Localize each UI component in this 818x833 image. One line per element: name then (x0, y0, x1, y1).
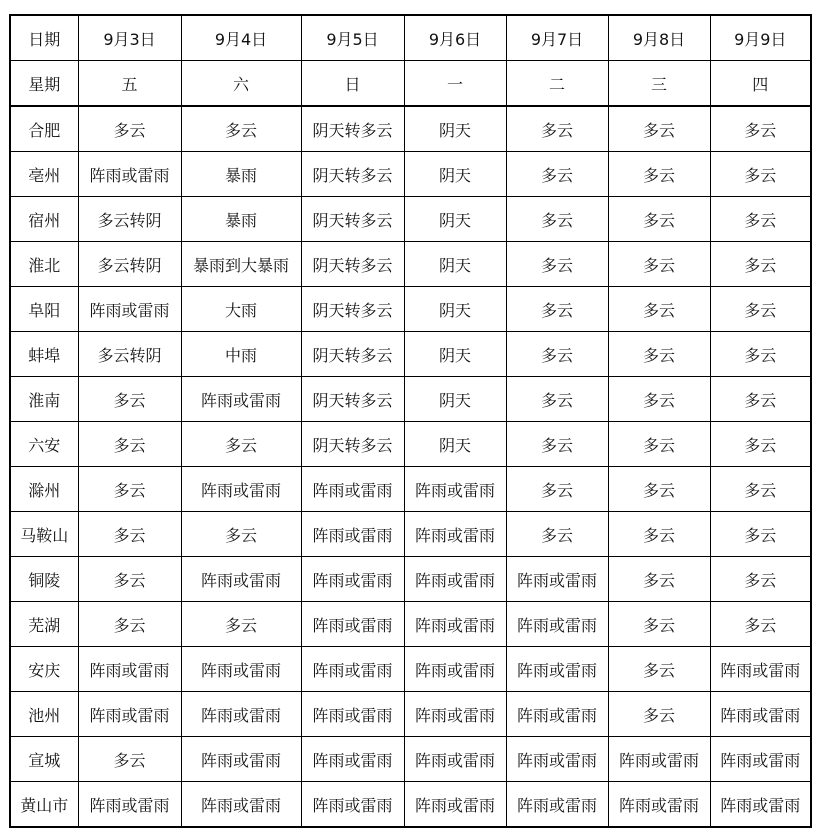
forecast-cell: 多云 (78, 422, 181, 467)
forecast-cell: 阵雨或雷雨 (78, 692, 181, 737)
city-name-cell: 宣城 (10, 737, 78, 782)
forecast-cell: 阵雨或雷雨 (181, 692, 301, 737)
date-cell: 9月4日 (181, 15, 301, 61)
forecast-cell: 阵雨或雷雨 (301, 512, 404, 557)
forecast-cell: 多云 (710, 422, 811, 467)
forecast-cell: 多云 (78, 377, 181, 422)
forecast-cell: 多云 (608, 287, 710, 332)
forecast-cell: 阵雨或雷雨 (608, 737, 710, 782)
forecast-cell: 阴天转多云 (301, 422, 404, 467)
forecast-cell: 阵雨或雷雨 (710, 692, 811, 737)
forecast-cell: 多云 (181, 106, 301, 152)
forecast-cell: 多云 (78, 106, 181, 152)
forecast-cell: 多云 (710, 467, 811, 512)
forecast-cell: 阵雨或雷雨 (78, 647, 181, 692)
forecast-cell: 阵雨或雷雨 (301, 737, 404, 782)
city-name-cell: 马鞍山 (10, 512, 78, 557)
forecast-cell: 暴雨 (181, 197, 301, 242)
forecast-cell: 阴天转多云 (301, 242, 404, 287)
forecast-cell: 多云 (506, 332, 608, 377)
forecast-cell: 阴天 (404, 106, 506, 152)
forecast-cell: 多云 (506, 197, 608, 242)
city-name-cell: 六安 (10, 422, 78, 467)
weekday-cell: 四 (710, 61, 811, 107)
header-weekday-row (10, 61, 811, 107)
forecast-cell: 阴天转多云 (301, 332, 404, 377)
table-row (10, 512, 811, 557)
city-name-cell: 滁州 (10, 467, 78, 512)
forecast-cell: 多云 (608, 422, 710, 467)
forecast-cell: 多云 (608, 377, 710, 422)
weekday-cell: 日 (301, 61, 404, 107)
city-name-cell: 亳州 (10, 152, 78, 197)
table-row (10, 377, 811, 422)
forecast-cell: 多云 (78, 467, 181, 512)
forecast-cell: 多云 (710, 287, 811, 332)
forecast-cell: 阵雨或雷雨 (78, 152, 181, 197)
forecast-cell: 阵雨或雷雨 (301, 467, 404, 512)
forecast-cell: 多云 (78, 737, 181, 782)
city-name-cell: 铜陵 (10, 557, 78, 602)
weekday-cell: 三 (608, 61, 710, 107)
forecast-cell: 多云 (78, 557, 181, 602)
forecast-cell: 多云 (710, 602, 811, 647)
forecast-cell: 多云 (506, 377, 608, 422)
forecast-cell: 阵雨或雷雨 (710, 782, 811, 828)
forecast-cell: 多云 (506, 422, 608, 467)
forecast-cell: 阴天 (404, 287, 506, 332)
table-row (10, 692, 811, 737)
forecast-cell: 阵雨或雷雨 (506, 692, 608, 737)
forecast-cell: 多云 (506, 287, 608, 332)
forecast-cell: 阵雨或雷雨 (404, 467, 506, 512)
date-cell: 9月8日 (608, 15, 710, 61)
forecast-cell: 阵雨或雷雨 (181, 557, 301, 602)
forecast-cell: 多云 (608, 197, 710, 242)
forecast-cell: 多云 (710, 557, 811, 602)
forecast-cell: 多云 (710, 197, 811, 242)
forecast-cell: 中雨 (181, 332, 301, 377)
forecast-cell: 阵雨或雷雨 (404, 737, 506, 782)
date-cell: 9月7日 (506, 15, 608, 61)
table-row (10, 197, 811, 242)
forecast-cell: 阵雨或雷雨 (608, 782, 710, 828)
table-row (10, 242, 811, 287)
forecast-cell: 阵雨或雷雨 (301, 602, 404, 647)
forecast-cell: 阴天转多云 (301, 152, 404, 197)
forecast-cell: 多云转阴 (78, 197, 181, 242)
forecast-cell: 阵雨或雷雨 (78, 782, 181, 828)
forecast-cell: 多云 (506, 467, 608, 512)
forecast-cell: 多云 (608, 602, 710, 647)
date-cell: 9月6日 (404, 15, 506, 61)
forecast-cell: 多云 (78, 602, 181, 647)
table-row (10, 422, 811, 467)
forecast-cell: 多云 (608, 512, 710, 557)
date-label-cell: 日期 (10, 15, 78, 61)
forecast-cell: 阵雨或雷雨 (506, 557, 608, 602)
header-date-row (10, 15, 811, 61)
forecast-cell: 阵雨或雷雨 (506, 737, 608, 782)
forecast-cell: 阵雨或雷雨 (506, 782, 608, 828)
table-row (10, 332, 811, 377)
forecast-cell: 多云 (608, 332, 710, 377)
forecast-cell: 阴天转多云 (301, 106, 404, 152)
forecast-cell: 多云 (710, 512, 811, 557)
city-name-cell: 黄山市 (10, 782, 78, 828)
forecast-cell: 阴天 (404, 332, 506, 377)
weekday-label-cell: 星期 (10, 61, 78, 107)
date-cell: 9月3日 (78, 15, 181, 61)
forecast-cell: 多云 (710, 242, 811, 287)
weather-forecast-table (9, 14, 812, 828)
city-name-cell: 宿州 (10, 197, 78, 242)
forecast-cell: 多云 (608, 242, 710, 287)
forecast-cell: 阵雨或雷雨 (301, 557, 404, 602)
city-name-cell: 淮南 (10, 377, 78, 422)
forecast-cell: 大雨 (181, 287, 301, 332)
forecast-cell: 多云转阴 (78, 332, 181, 377)
table-row (10, 647, 811, 692)
forecast-cell: 多云 (608, 647, 710, 692)
forecast-cell: 多云 (181, 602, 301, 647)
forecast-cell: 多云转阴 (78, 242, 181, 287)
table-row (10, 152, 811, 197)
forecast-cell: 阴天转多云 (301, 287, 404, 332)
forecast-cell: 阵雨或雷雨 (506, 647, 608, 692)
city-name-cell: 蚌埠 (10, 332, 78, 377)
table-row (10, 602, 811, 647)
city-name-cell: 淮北 (10, 242, 78, 287)
weekday-cell: 六 (181, 61, 301, 107)
table-row (10, 287, 811, 332)
city-name-cell: 合肥 (10, 106, 78, 152)
forecast-cell: 多云 (78, 512, 181, 557)
forecast-cell: 多云 (608, 152, 710, 197)
forecast-cell: 阵雨或雷雨 (404, 512, 506, 557)
forecast-cell: 阵雨或雷雨 (404, 557, 506, 602)
forecast-cell: 多云 (710, 377, 811, 422)
city-name-cell: 安庆 (10, 647, 78, 692)
forecast-cell: 多云 (710, 332, 811, 377)
forecast-cell: 多云 (710, 106, 811, 152)
weekday-cell: 二 (506, 61, 608, 107)
forecast-cell: 阴天 (404, 197, 506, 242)
forecast-cell: 阵雨或雷雨 (301, 782, 404, 828)
forecast-cell: 多云 (506, 106, 608, 152)
forecast-cell: 阵雨或雷雨 (404, 602, 506, 647)
forecast-cell: 阴天 (404, 377, 506, 422)
forecast-cell: 多云 (608, 106, 710, 152)
table-row (10, 106, 811, 152)
forecast-cell: 多云 (506, 242, 608, 287)
forecast-sheet (9, 14, 812, 828)
forecast-cell: 阵雨或雷雨 (181, 377, 301, 422)
forecast-cell: 阵雨或雷雨 (181, 647, 301, 692)
weekday-cell: 一 (404, 61, 506, 107)
forecast-cell: 多云 (608, 557, 710, 602)
forecast-cell: 阵雨或雷雨 (506, 602, 608, 647)
forecast-cell: 多云 (710, 152, 811, 197)
date-cell: 9月9日 (710, 15, 811, 61)
table-row (10, 467, 811, 512)
forecast-cell: 暴雨 (181, 152, 301, 197)
forecast-cell: 阵雨或雷雨 (710, 647, 811, 692)
forecast-cell: 暴雨到大暴雨 (181, 242, 301, 287)
weekday-cell: 五 (78, 61, 181, 107)
table-row (10, 557, 811, 602)
forecast-cell: 阴天转多云 (301, 197, 404, 242)
forecast-cell: 阵雨或雷雨 (181, 737, 301, 782)
forecast-cell: 多云 (181, 512, 301, 557)
forecast-cell: 阴天 (404, 242, 506, 287)
city-name-cell: 池州 (10, 692, 78, 737)
forecast-cell: 阵雨或雷雨 (404, 782, 506, 828)
city-name-cell: 阜阳 (10, 287, 78, 332)
forecast-cell: 阵雨或雷雨 (710, 737, 811, 782)
forecast-cell: 阵雨或雷雨 (181, 467, 301, 512)
forecast-cell: 阴天转多云 (301, 377, 404, 422)
forecast-cell: 多云 (506, 152, 608, 197)
forecast-cell: 多云 (506, 512, 608, 557)
forecast-cell: 阵雨或雷雨 (301, 647, 404, 692)
forecast-cell: 阵雨或雷雨 (404, 692, 506, 737)
forecast-cell: 多云 (608, 467, 710, 512)
forecast-cell: 阵雨或雷雨 (301, 692, 404, 737)
forecast-cell: 多云 (608, 692, 710, 737)
forecast-cell: 阴天 (404, 422, 506, 467)
forecast-cell: 多云 (181, 422, 301, 467)
city-name-cell: 芜湖 (10, 602, 78, 647)
forecast-cell: 阵雨或雷雨 (78, 287, 181, 332)
forecast-cell: 阵雨或雷雨 (181, 782, 301, 828)
table-row (10, 737, 811, 782)
table-row (10, 782, 811, 828)
forecast-cell: 阵雨或雷雨 (404, 647, 506, 692)
forecast-cell: 阴天 (404, 152, 506, 197)
city-rows (10, 106, 811, 827)
date-cell: 9月5日 (301, 15, 404, 61)
